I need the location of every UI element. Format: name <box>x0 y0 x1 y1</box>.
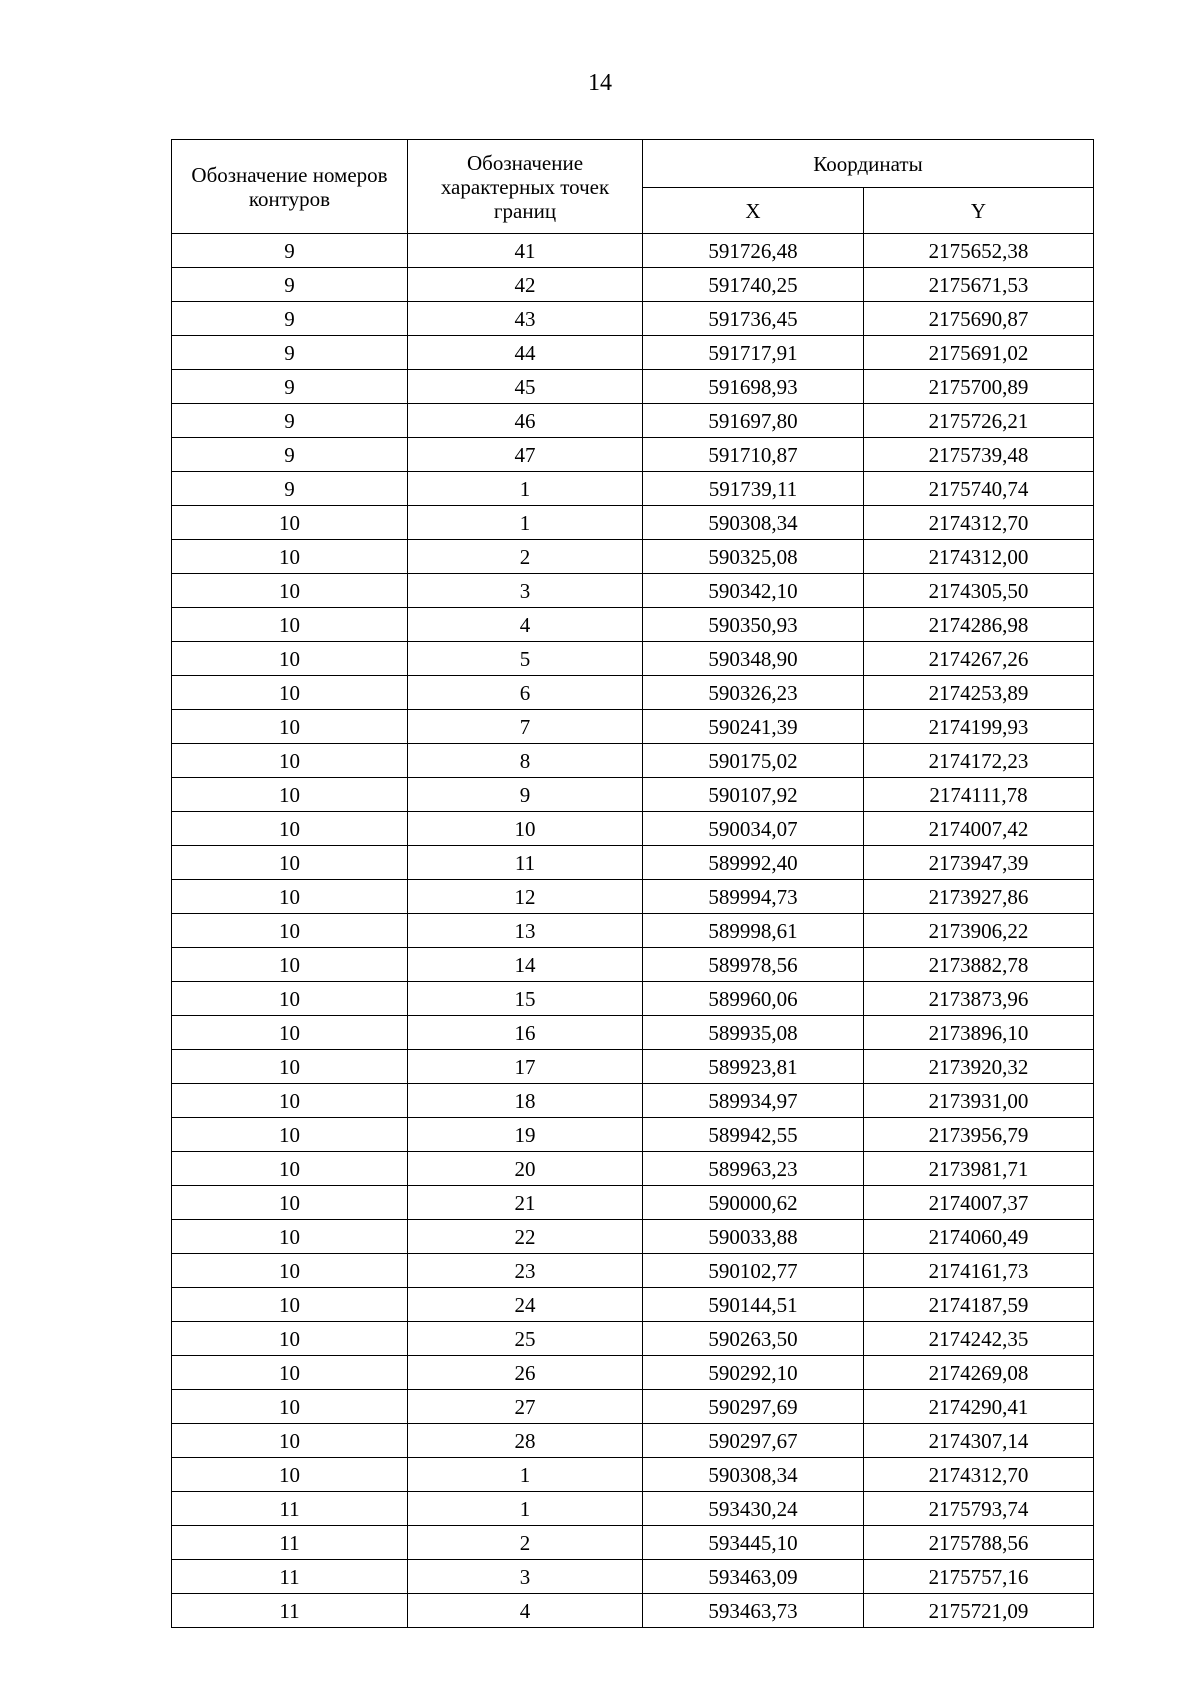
header-contour-number: Обозначение номеров контуров <box>172 140 408 234</box>
cell-x: 591698,93 <box>643 370 864 404</box>
cell-x: 589994,73 <box>643 880 864 914</box>
cell-contour: 10 <box>172 1152 408 1186</box>
cell-x: 590325,08 <box>643 540 864 574</box>
page-number: 14 <box>588 70 612 96</box>
cell-point: 2 <box>408 540 643 574</box>
cell-point: 8 <box>408 744 643 778</box>
cell-x: 590033,88 <box>643 1220 864 1254</box>
cell-x: 593445,10 <box>643 1526 864 1560</box>
cell-contour: 10 <box>172 846 408 880</box>
table-row <box>172 1050 1094 1084</box>
cell-y: 2174286,98 <box>864 608 1094 642</box>
cell-contour: 11 <box>172 1526 408 1560</box>
cell-y: 2173906,22 <box>864 914 1094 948</box>
cell-contour: 10 <box>172 914 408 948</box>
cell-contour: 10 <box>172 744 408 778</box>
table-row <box>172 1118 1094 1152</box>
cell-x: 590292,10 <box>643 1356 864 1390</box>
cell-x: 591740,25 <box>643 268 864 302</box>
cell-contour: 10 <box>172 1288 408 1322</box>
cell-y: 2173956,79 <box>864 1118 1094 1152</box>
table-row <box>172 1288 1094 1322</box>
cell-y: 2173931,00 <box>864 1084 1094 1118</box>
cell-x: 589942,55 <box>643 1118 864 1152</box>
cell-y: 2173873,96 <box>864 982 1094 1016</box>
cell-contour: 9 <box>172 438 408 472</box>
table-row <box>172 1526 1094 1560</box>
cell-y: 2174111,78 <box>864 778 1094 812</box>
cell-y: 2173981,71 <box>864 1152 1094 1186</box>
cell-x: 593463,09 <box>643 1560 864 1594</box>
table-row <box>172 1594 1094 1628</box>
table-row <box>172 1152 1094 1186</box>
cell-contour: 10 <box>172 506 408 540</box>
cell-y: 2175788,56 <box>864 1526 1094 1560</box>
table-row <box>172 472 1094 506</box>
cell-y: 2174199,93 <box>864 710 1094 744</box>
table-row <box>172 880 1094 914</box>
cell-contour: 10 <box>172 1390 408 1424</box>
cell-x: 591736,45 <box>643 302 864 336</box>
table-row <box>172 234 1094 268</box>
cell-point: 20 <box>408 1152 643 1186</box>
cell-contour: 10 <box>172 676 408 710</box>
cell-point: 13 <box>408 914 643 948</box>
table-row <box>172 1220 1094 1254</box>
table-row <box>172 438 1094 472</box>
table-row <box>172 608 1094 642</box>
cell-point: 3 <box>408 574 643 608</box>
cell-y: 2175793,74 <box>864 1492 1094 1526</box>
cell-contour: 10 <box>172 1458 408 1492</box>
table-row <box>172 1424 1094 1458</box>
table-row <box>172 302 1094 336</box>
cell-point: 43 <box>408 302 643 336</box>
cell-x: 589998,61 <box>643 914 864 948</box>
cell-x: 591717,91 <box>643 336 864 370</box>
cell-point: 7 <box>408 710 643 744</box>
table-row <box>172 812 1094 846</box>
cell-y: 2174312,70 <box>864 1458 1094 1492</box>
cell-x: 590342,10 <box>643 574 864 608</box>
table-row <box>172 982 1094 1016</box>
cell-contour: 10 <box>172 540 408 574</box>
table-row <box>172 1390 1094 1424</box>
cell-contour: 10 <box>172 1016 408 1050</box>
table-row <box>172 1186 1094 1220</box>
cell-y: 2174305,50 <box>864 574 1094 608</box>
cell-x: 589923,81 <box>643 1050 864 1084</box>
cell-y: 2175739,48 <box>864 438 1094 472</box>
cell-point: 1 <box>408 1458 643 1492</box>
header-y: Y <box>864 188 1094 234</box>
table-row <box>172 268 1094 302</box>
cell-y: 2174269,08 <box>864 1356 1094 1390</box>
cell-y: 2175700,89 <box>864 370 1094 404</box>
cell-x: 590308,34 <box>643 506 864 540</box>
cell-point: 28 <box>408 1424 643 1458</box>
cell-y: 2174312,70 <box>864 506 1094 540</box>
cell-point: 21 <box>408 1186 643 1220</box>
cell-point: 24 <box>408 1288 643 1322</box>
cell-point: 9 <box>408 778 643 812</box>
cell-y: 2175721,09 <box>864 1594 1094 1628</box>
cell-x: 590107,92 <box>643 778 864 812</box>
table-row <box>172 1356 1094 1390</box>
table-row <box>172 574 1094 608</box>
table-row <box>172 948 1094 982</box>
cell-point: 41 <box>408 234 643 268</box>
cell-contour: 9 <box>172 268 408 302</box>
cell-x: 591697,80 <box>643 404 864 438</box>
cell-contour: 11 <box>172 1594 408 1628</box>
cell-x: 590348,90 <box>643 642 864 676</box>
table-row <box>172 540 1094 574</box>
cell-point: 17 <box>408 1050 643 1084</box>
cell-point: 12 <box>408 880 643 914</box>
cell-contour: 10 <box>172 1186 408 1220</box>
table-row <box>172 1560 1094 1594</box>
cell-y: 2174060,49 <box>864 1220 1094 1254</box>
cell-point: 44 <box>408 336 643 370</box>
cell-contour: 10 <box>172 778 408 812</box>
cell-point: 11 <box>408 846 643 880</box>
cell-y: 2175671,53 <box>864 268 1094 302</box>
cell-y: 2173920,32 <box>864 1050 1094 1084</box>
cell-y: 2174253,89 <box>864 676 1094 710</box>
table-row <box>172 1084 1094 1118</box>
cell-point: 25 <box>408 1322 643 1356</box>
cell-point: 27 <box>408 1390 643 1424</box>
cell-contour: 10 <box>172 1322 408 1356</box>
cell-point: 4 <box>408 1594 643 1628</box>
cell-y: 2174007,37 <box>864 1186 1094 1220</box>
header-point-number: Обозначение характерных точек границ <box>408 140 643 234</box>
cell-contour: 9 <box>172 370 408 404</box>
cell-point: 46 <box>408 404 643 438</box>
table-row <box>172 1016 1094 1050</box>
cell-x: 590326,23 <box>643 676 864 710</box>
cell-y: 2174161,73 <box>864 1254 1094 1288</box>
table-row <box>172 914 1094 948</box>
table-row <box>172 1492 1094 1526</box>
table-row <box>172 370 1094 404</box>
cell-point: 3 <box>408 1560 643 1594</box>
table-header <box>172 140 1094 234</box>
table-row <box>172 846 1094 880</box>
cell-x: 591710,87 <box>643 438 864 472</box>
cell-x: 590144,51 <box>643 1288 864 1322</box>
cell-point: 26 <box>408 1356 643 1390</box>
cell-y: 2173947,39 <box>864 846 1094 880</box>
cell-x: 590263,50 <box>643 1322 864 1356</box>
cell-point: 1 <box>408 472 643 506</box>
cell-contour: 9 <box>172 404 408 438</box>
cell-y: 2174172,23 <box>864 744 1094 778</box>
coordinates-table <box>171 139 1094 1628</box>
cell-point: 4 <box>408 608 643 642</box>
cell-contour: 10 <box>172 1084 408 1118</box>
cell-x: 591726,48 <box>643 234 864 268</box>
cell-point: 6 <box>408 676 643 710</box>
cell-point: 22 <box>408 1220 643 1254</box>
cell-contour: 9 <box>172 302 408 336</box>
cell-point: 10 <box>408 812 643 846</box>
cell-contour: 10 <box>172 948 408 982</box>
table-row <box>172 710 1094 744</box>
table-row <box>172 744 1094 778</box>
table-row <box>172 1458 1094 1492</box>
cell-contour: 10 <box>172 982 408 1016</box>
cell-point: 1 <box>408 506 643 540</box>
cell-x: 590241,39 <box>643 710 864 744</box>
cell-contour: 9 <box>172 234 408 268</box>
cell-contour: 10 <box>172 880 408 914</box>
cell-contour: 10 <box>172 1050 408 1084</box>
cell-y: 2175652,38 <box>864 234 1094 268</box>
cell-contour: 10 <box>172 1356 408 1390</box>
cell-point: 45 <box>408 370 643 404</box>
cell-x: 590297,67 <box>643 1424 864 1458</box>
cell-x: 589992,40 <box>643 846 864 880</box>
cell-x: 591739,11 <box>643 472 864 506</box>
cell-y: 2174307,14 <box>864 1424 1094 1458</box>
cell-contour: 11 <box>172 1492 408 1526</box>
cell-contour: 10 <box>172 574 408 608</box>
cell-contour: 9 <box>172 336 408 370</box>
table-row <box>172 506 1094 540</box>
cell-point: 47 <box>408 438 643 472</box>
cell-point: 1 <box>408 1492 643 1526</box>
cell-x: 589963,23 <box>643 1152 864 1186</box>
cell-x: 590102,77 <box>643 1254 864 1288</box>
cell-point: 18 <box>408 1084 643 1118</box>
cell-point: 14 <box>408 948 643 982</box>
header-x: X <box>643 188 864 234</box>
cell-y: 2175691,02 <box>864 336 1094 370</box>
cell-contour: 10 <box>172 1424 408 1458</box>
cell-x: 590297,69 <box>643 1390 864 1424</box>
cell-x: 589935,08 <box>643 1016 864 1050</box>
cell-contour: 10 <box>172 608 408 642</box>
cell-y: 2175757,16 <box>864 1560 1094 1594</box>
cell-point: 42 <box>408 268 643 302</box>
cell-y: 2174267,26 <box>864 642 1094 676</box>
cell-contour: 10 <box>172 710 408 744</box>
cell-x: 589960,06 <box>643 982 864 1016</box>
cell-contour: 10 <box>172 812 408 846</box>
table-body <box>172 234 1094 1628</box>
cell-x: 589978,56 <box>643 948 864 982</box>
cell-contour: 10 <box>172 1220 408 1254</box>
cell-y: 2173882,78 <box>864 948 1094 982</box>
cell-x: 590034,07 <box>643 812 864 846</box>
cell-y: 2174242,35 <box>864 1322 1094 1356</box>
cell-y: 2175726,21 <box>864 404 1094 438</box>
cell-contour: 11 <box>172 1560 408 1594</box>
table-row <box>172 676 1094 710</box>
cell-x: 590308,34 <box>643 1458 864 1492</box>
cell-point: 5 <box>408 642 643 676</box>
cell-contour: 9 <box>172 472 408 506</box>
table-row <box>172 1322 1094 1356</box>
header-coordinates: Координаты <box>643 140 1094 188</box>
cell-y: 2174290,41 <box>864 1390 1094 1424</box>
cell-y: 2174187,59 <box>864 1288 1094 1322</box>
cell-y: 2174007,42 <box>864 812 1094 846</box>
cell-x: 590350,93 <box>643 608 864 642</box>
table-row <box>172 1254 1094 1288</box>
cell-contour: 10 <box>172 642 408 676</box>
cell-contour: 10 <box>172 1118 408 1152</box>
cell-y: 2175740,74 <box>864 472 1094 506</box>
cell-point: 23 <box>408 1254 643 1288</box>
cell-x: 589934,97 <box>643 1084 864 1118</box>
cell-x: 593430,24 <box>643 1492 864 1526</box>
cell-point: 2 <box>408 1526 643 1560</box>
cell-point: 16 <box>408 1016 643 1050</box>
table-row <box>172 336 1094 370</box>
cell-contour: 10 <box>172 1254 408 1288</box>
cell-x: 593463,73 <box>643 1594 864 1628</box>
cell-y: 2173896,10 <box>864 1016 1094 1050</box>
cell-y: 2173927,86 <box>864 880 1094 914</box>
cell-y: 2174312,00 <box>864 540 1094 574</box>
cell-x: 590000,62 <box>643 1186 864 1220</box>
cell-point: 15 <box>408 982 643 1016</box>
table-row <box>172 778 1094 812</box>
table-row <box>172 404 1094 438</box>
cell-x: 590175,02 <box>643 744 864 778</box>
cell-y: 2175690,87 <box>864 302 1094 336</box>
table-row <box>172 642 1094 676</box>
cell-point: 19 <box>408 1118 643 1152</box>
